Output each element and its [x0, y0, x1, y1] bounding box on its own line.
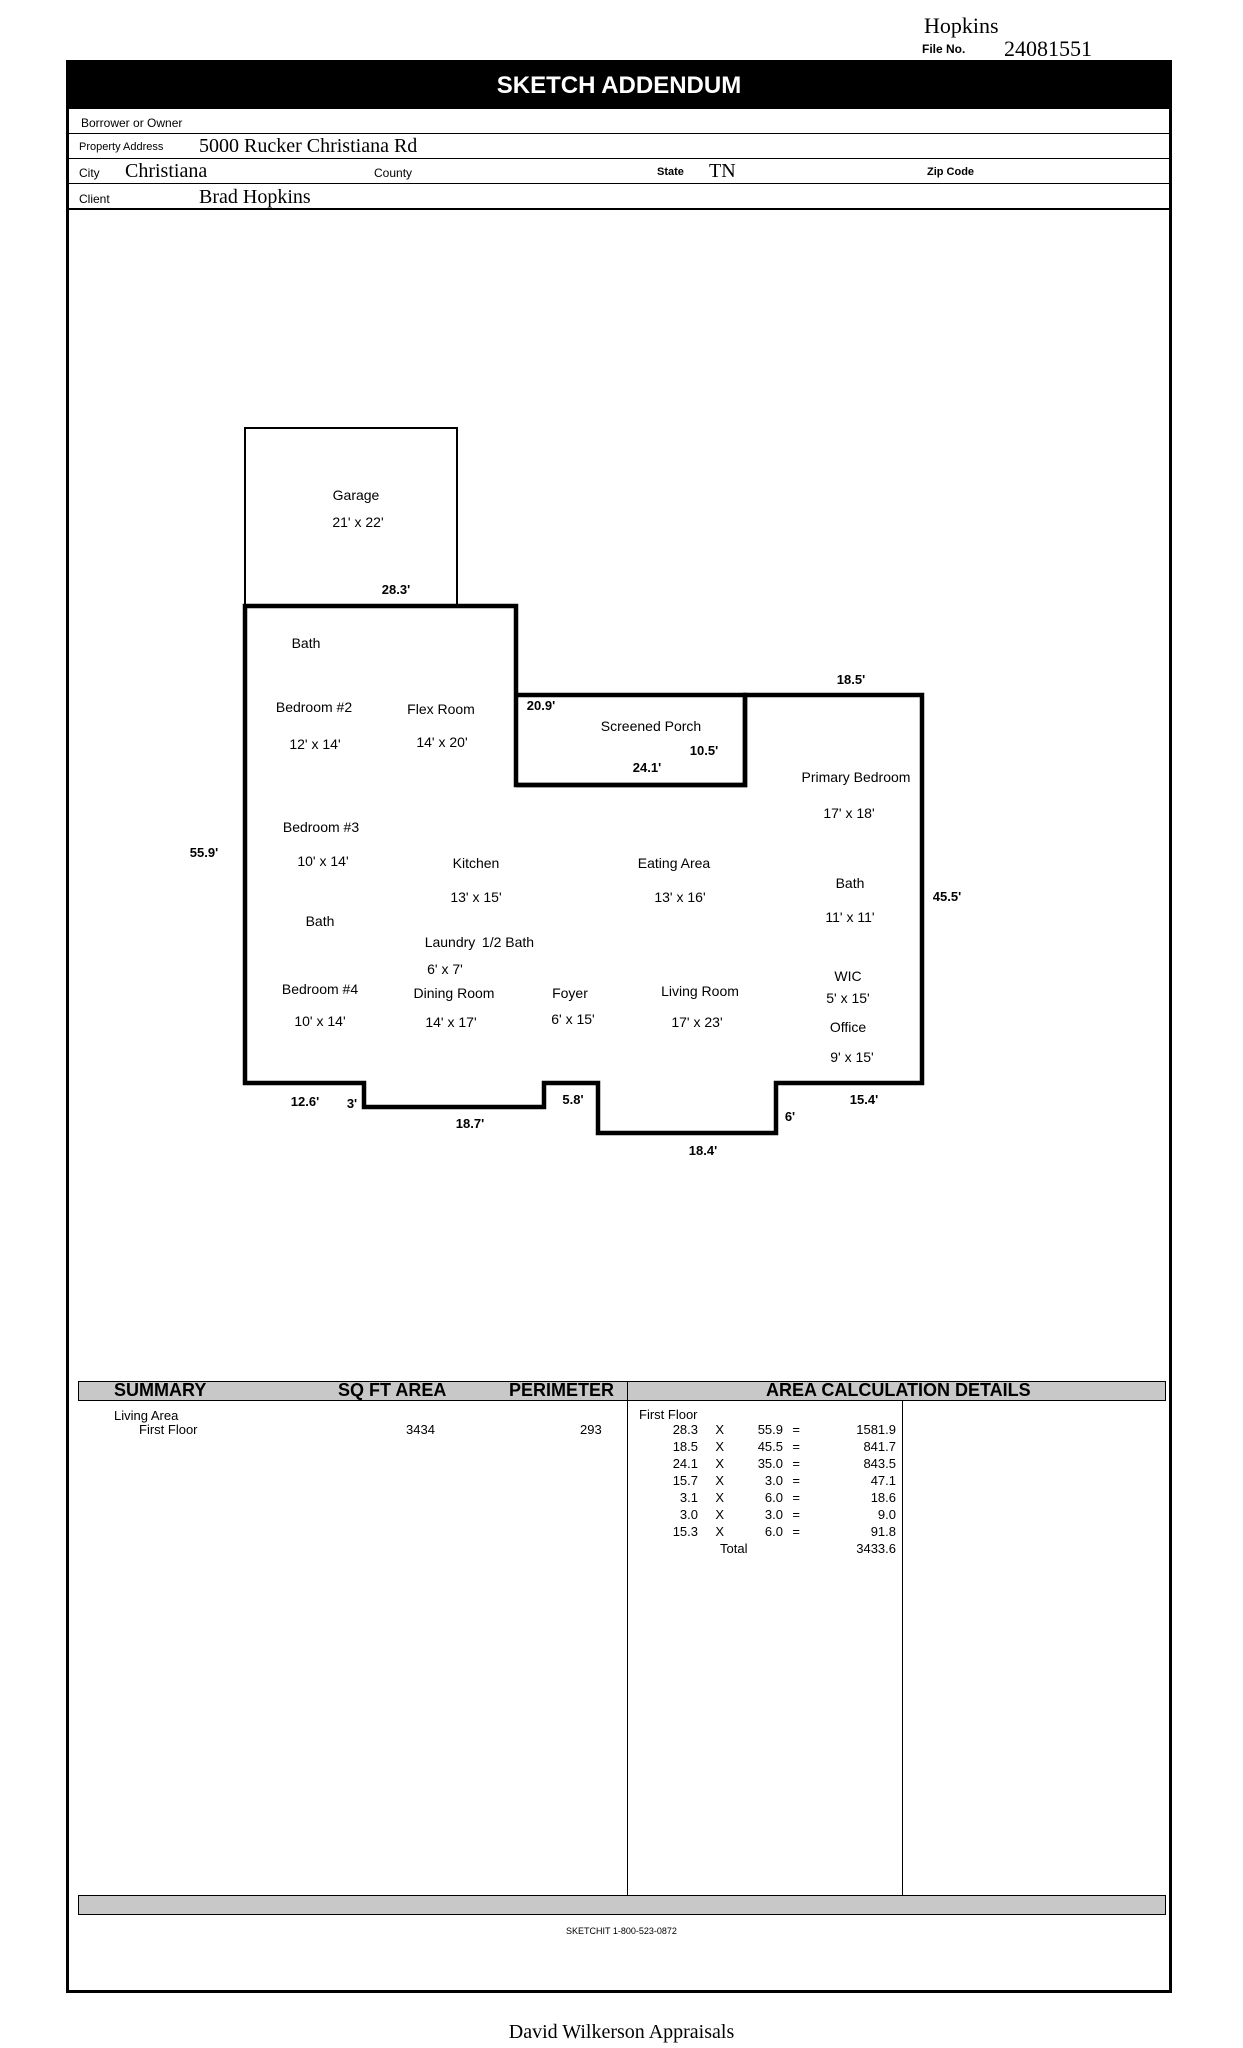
room-dims: 11' x 11' — [825, 909, 875, 925]
client-label: Client — [79, 192, 110, 206]
dimension-label: 55.9' — [189, 845, 219, 860]
room-name: Laundry — [424, 934, 476, 950]
address-label: Property Address — [79, 141, 164, 153]
calc-a: 18.5 — [672, 1439, 698, 1454]
house-outline — [245, 606, 922, 1133]
room-name: WIC — [834, 968, 862, 984]
summary-footer-bar — [78, 1895, 1166, 1915]
room-name: Bath — [835, 875, 865, 891]
dimension-label: 24.1' — [632, 760, 662, 775]
room-name: Foyer — [552, 985, 588, 1001]
dimension-label: 15.4' — [849, 1092, 879, 1107]
calc-b: 3.0 — [764, 1507, 783, 1522]
city-label: City — [79, 166, 100, 180]
calc-b: 6.0 — [764, 1490, 783, 1505]
room-name: Bath — [291, 635, 321, 651]
area-heading: SQ FT AREA — [338, 1380, 447, 1400]
calc-x: X — [715, 1456, 724, 1471]
perimeter-value: 293 — [580, 1422, 602, 1437]
room-dims: 13' x 15' — [450, 889, 502, 905]
living-area-label: Living Area — [114, 1408, 179, 1423]
page-title: SKETCH ADDENDUM — [69, 63, 1169, 109]
state-value: TN — [709, 160, 736, 182]
calc-result: 91.8 — [870, 1524, 896, 1539]
room-name: Office — [829, 1019, 867, 1035]
room-dims: 6' x 7' — [427, 961, 463, 977]
room-dims: 13' x 16' — [654, 889, 706, 905]
file-no-label: File No. — [922, 42, 966, 56]
file-no: 24081551 — [1004, 36, 1092, 61]
room-name: Living Room — [661, 983, 739, 999]
calc-total: 3433.6 — [856, 1541, 896, 1556]
borrower-label: Borrower or Owner — [81, 116, 183, 130]
calc-result: 9.0 — [877, 1507, 896, 1522]
calc-result: 843.5 — [863, 1456, 896, 1471]
dimension-label: 5.8' — [562, 1092, 584, 1107]
calc-b: 35.0 — [757, 1456, 783, 1471]
room-name: Eating Area — [637, 855, 711, 871]
room-dims: 14' x 20' — [416, 734, 468, 750]
address-row — [69, 134, 1169, 159]
calc-a: 15.3 — [672, 1524, 698, 1539]
room-name: Bath — [305, 913, 335, 929]
room-dims: 10' x 14' — [294, 1013, 346, 1029]
calc-a: 15.7 — [672, 1473, 698, 1488]
county-label: County — [374, 166, 413, 180]
room-dims: 21' x 22' — [332, 514, 384, 530]
room-name: Dining Room — [413, 985, 495, 1001]
calc-x: X — [715, 1439, 724, 1454]
calc-eq: = — [792, 1473, 800, 1488]
city-value: Christiana — [125, 160, 208, 182]
calc-eq: = — [792, 1490, 800, 1505]
summary-heading: SUMMARY — [114, 1380, 207, 1400]
state-label: State — [657, 166, 684, 178]
room-dims: 10' x 14' — [297, 853, 349, 869]
calc-result: 47.1 — [870, 1473, 896, 1488]
borrower-row — [69, 109, 1169, 134]
room-dims: 17' x 18' — [823, 805, 875, 821]
calc-a: 24.1 — [672, 1456, 698, 1471]
calc-b: 45.5 — [757, 1439, 783, 1454]
room-name: Bedroom #2 — [275, 699, 353, 715]
calc-title: First Floor — [639, 1407, 698, 1422]
calc-eq: = — [792, 1439, 800, 1454]
room-name: Garage — [332, 487, 380, 503]
room-name: Kitchen — [452, 855, 500, 871]
calc-x: X — [715, 1490, 724, 1505]
zip-label: Zip Code — [927, 166, 975, 178]
header-name: Hopkins — [924, 13, 999, 38]
calc-a: 3.0 — [679, 1507, 698, 1522]
room-dims: 14' x 17' — [425, 1014, 477, 1030]
dimension-label: 10.5' — [689, 743, 719, 758]
calc-b: 55.9 — [757, 1422, 783, 1437]
calc-eq: = — [792, 1456, 800, 1471]
summary-divider — [627, 1381, 628, 1895]
calc-eq: = — [792, 1524, 800, 1539]
calc-result: 841.7 — [863, 1439, 896, 1454]
room-dims: 6' x 15' — [551, 1011, 595, 1027]
room-dims: 12' x 14' — [289, 736, 341, 752]
calc-eq: = — [792, 1507, 800, 1522]
dimension-label: 20.9' — [526, 698, 556, 713]
dimension-label: 6' — [784, 1109, 796, 1124]
calc-x: X — [715, 1473, 724, 1488]
calc-b: 3.0 — [764, 1473, 783, 1488]
room-name: Bedroom #3 — [282, 819, 360, 835]
details-heading: AREA CALCULATION DETAILS — [766, 1380, 1031, 1400]
dimension-label: 28.3' — [381, 582, 411, 597]
room-name: Screened Porch — [600, 718, 702, 734]
calc-a: 3.1 — [679, 1490, 698, 1505]
room-name: Primary Bedroom — [801, 769, 911, 785]
dimension-label: 18.4' — [688, 1143, 718, 1158]
room-dims: 5' x 15' — [826, 990, 870, 1006]
footer-company: David Wilkerson Appraisals — [508, 2021, 735, 2043]
first-floor-label: First Floor — [139, 1422, 198, 1437]
calc-result: 1581.9 — [856, 1422, 896, 1437]
calc-total-label: Total — [720, 1541, 748, 1556]
calc-result: 18.6 — [870, 1490, 896, 1505]
perimeter-heading: PERIMETER — [509, 1380, 615, 1400]
room-dims: 17' x 23' — [671, 1014, 723, 1030]
calc-a: 28.3 — [672, 1422, 698, 1437]
area-value: 3434 — [406, 1422, 435, 1437]
sketchit-credit: SKETCHIT 1-800-523-0872 — [566, 1926, 677, 1936]
dimension-label: 12.6' — [290, 1094, 320, 1109]
room-name: Flex Room — [407, 701, 475, 717]
room-name: Bedroom #4 — [281, 981, 359, 997]
city-row — [69, 159, 1169, 184]
calc-x: X — [715, 1507, 724, 1522]
client-value: Brad Hopkins — [199, 186, 311, 208]
calc-eq: = — [792, 1422, 800, 1437]
dimension-label: 18.7' — [455, 1116, 485, 1131]
calc-x: X — [715, 1524, 724, 1539]
address-value: 5000 Rucker Christiana Rd — [199, 135, 418, 157]
calc-b: 6.0 — [764, 1524, 783, 1539]
dimension-label: 3' — [346, 1096, 358, 1111]
floor-plan-sketch — [69, 210, 1169, 1370]
calc-x: X — [715, 1422, 724, 1437]
dimension-label: 18.5' — [836, 672, 866, 687]
room-dims: 9' x 15' — [830, 1049, 874, 1065]
room-name: 1/2 Bath — [481, 934, 535, 950]
calc-divider — [902, 1401, 903, 1895]
client-row — [69, 184, 1169, 210]
dimension-label: 45.5' — [932, 889, 962, 904]
